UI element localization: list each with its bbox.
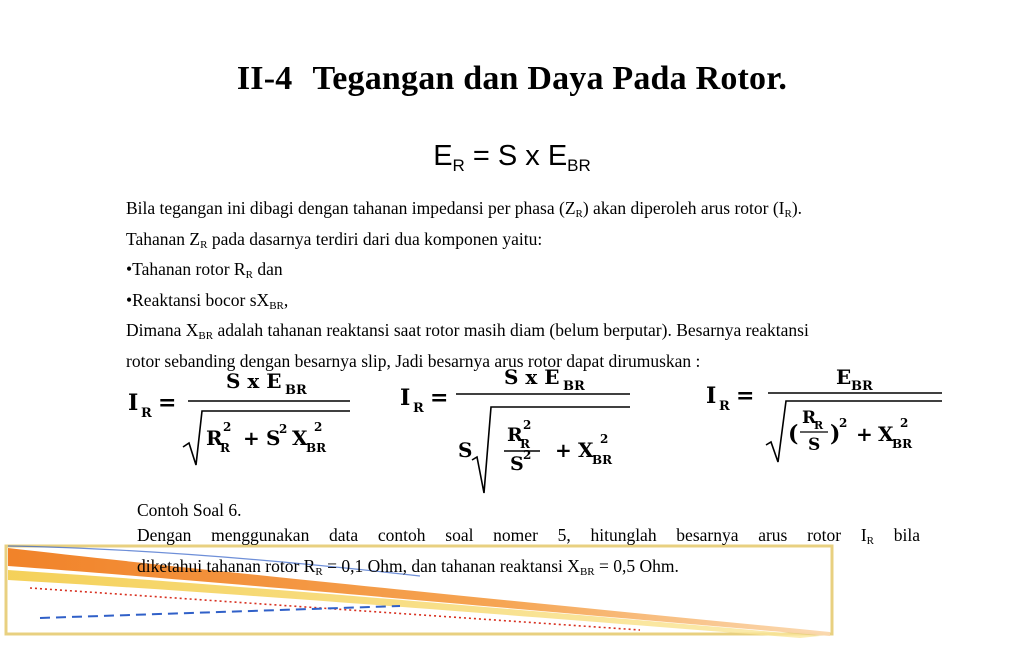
slide-title [0, 60, 1024, 98]
f3-plus: + [856, 422, 873, 446]
f1-i-sub: R [141, 406, 152, 421]
f3-eq: = [736, 383, 755, 409]
f1-plus: + [243, 426, 260, 450]
formula-2 [400, 365, 640, 504]
formula-1 [128, 365, 358, 479]
paragraph-line: Dimana $X_{BR}$ adalah tahanan reaktansi saat rotor masih diam (belum berputar). Besarnya reaktansi [126, 320, 809, 343]
f2-x-sub: BR [592, 453, 613, 467]
f3-i-sub: R [719, 399, 730, 414]
eq-e-symbol: E [433, 140, 453, 172]
f2-x-sup: 2 [600, 432, 609, 446]
example-heading: Contoh Soal 6. [137, 500, 242, 520]
formula-3 [706, 365, 946, 479]
f2-num-sub: BR [563, 379, 585, 394]
f2-frac-r: R [507, 424, 523, 446]
f1-x-sup: 2 [314, 420, 323, 434]
f3-rpar: ) [830, 421, 841, 447]
f1-s-sup: 2 [279, 422, 288, 436]
f1-r: R [206, 426, 223, 450]
f3-i: I [706, 383, 717, 409]
eq-ebr-symbol: E [547, 140, 568, 172]
f2-frac-s: S [510, 453, 524, 475]
f2-s: S [458, 438, 473, 462]
title-number: II-4 [236, 60, 293, 97]
bullet-item: •Reaktansi bocor $sX_{BR}$, [126, 289, 289, 312]
f2-x: X [578, 438, 594, 462]
f2-eq: = [430, 385, 449, 411]
example-line: Dengan menggunakan data contoh soal nomer 5, hitunglah besarnya arus rotor $I_R$ bila [137, 525, 920, 547]
f3-lpar: ( [788, 421, 799, 447]
paragraph-line: Tahanan $Z_R$ pada dasarnya terdiri dari dua komponen yaitu: [126, 228, 543, 251]
body-paragraph [126, 196, 968, 374]
f2-frac-r-sup: 2 [523, 418, 532, 432]
f3-num: E [836, 365, 852, 389]
f2-frac-r-sub: R [520, 437, 530, 451]
title-text: Tegangan dan Daya Pada Rotor. [312, 60, 788, 97]
f1-x: X [292, 426, 308, 450]
f1-x-sub: BR [306, 441, 327, 455]
f2-i-sub: R [413, 401, 424, 416]
f1-num-sub: BR [285, 383, 307, 398]
f1-r-sup: 2 [223, 420, 232, 434]
f3-x: X [878, 422, 894, 446]
f3-frac-s: S [808, 435, 821, 455]
example-block [137, 498, 920, 585]
f2-plus: + [555, 438, 572, 462]
f3-x-sup: 2 [900, 416, 909, 430]
main-equation [0, 140, 1024, 176]
f1-num: S x E [226, 369, 282, 393]
f2-frac-s-sup: 2 [523, 448, 532, 462]
eq-e-subscript: R [452, 156, 465, 175]
f1-eq: = [158, 390, 177, 416]
f1-r-sub: R [220, 441, 230, 455]
f2-i: I [400, 385, 411, 411]
formula-row [0, 365, 1024, 500]
f1-s: S [266, 426, 281, 450]
f3-x-sub: BR [892, 437, 913, 451]
paragraph-line: Bila tegangan ini dibagi dengan tahanan impedansi per phasa $(Z_R)$ akan diperoleh arus rotor $(I_R)$. [126, 198, 803, 220]
f3-frac-r: R [802, 408, 817, 428]
f2-num: S x E [504, 365, 560, 389]
paragraph-line: rotor sebanding dengan besarnya slip, Jadi besarnya arus rotor dapat dirumuskan : [126, 350, 701, 371]
f3-num-sub: BR [851, 379, 873, 394]
f1-i: I [128, 390, 139, 416]
f3-frac-r-sub: R [814, 419, 824, 432]
eq-ebr-subscript: BR [567, 156, 591, 175]
example-line: diketahui tahanan rotor $R_R = 0,1$ Ohm, dan tahanan reaktansi $X_{BR} = 0,5$ Ohm. [137, 556, 679, 578]
f3-par-sup: 2 [839, 416, 848, 430]
bullet-item: •Tahanan rotor $R_R$ dan [126, 259, 283, 282]
eq-middle: = S x [464, 140, 548, 172]
